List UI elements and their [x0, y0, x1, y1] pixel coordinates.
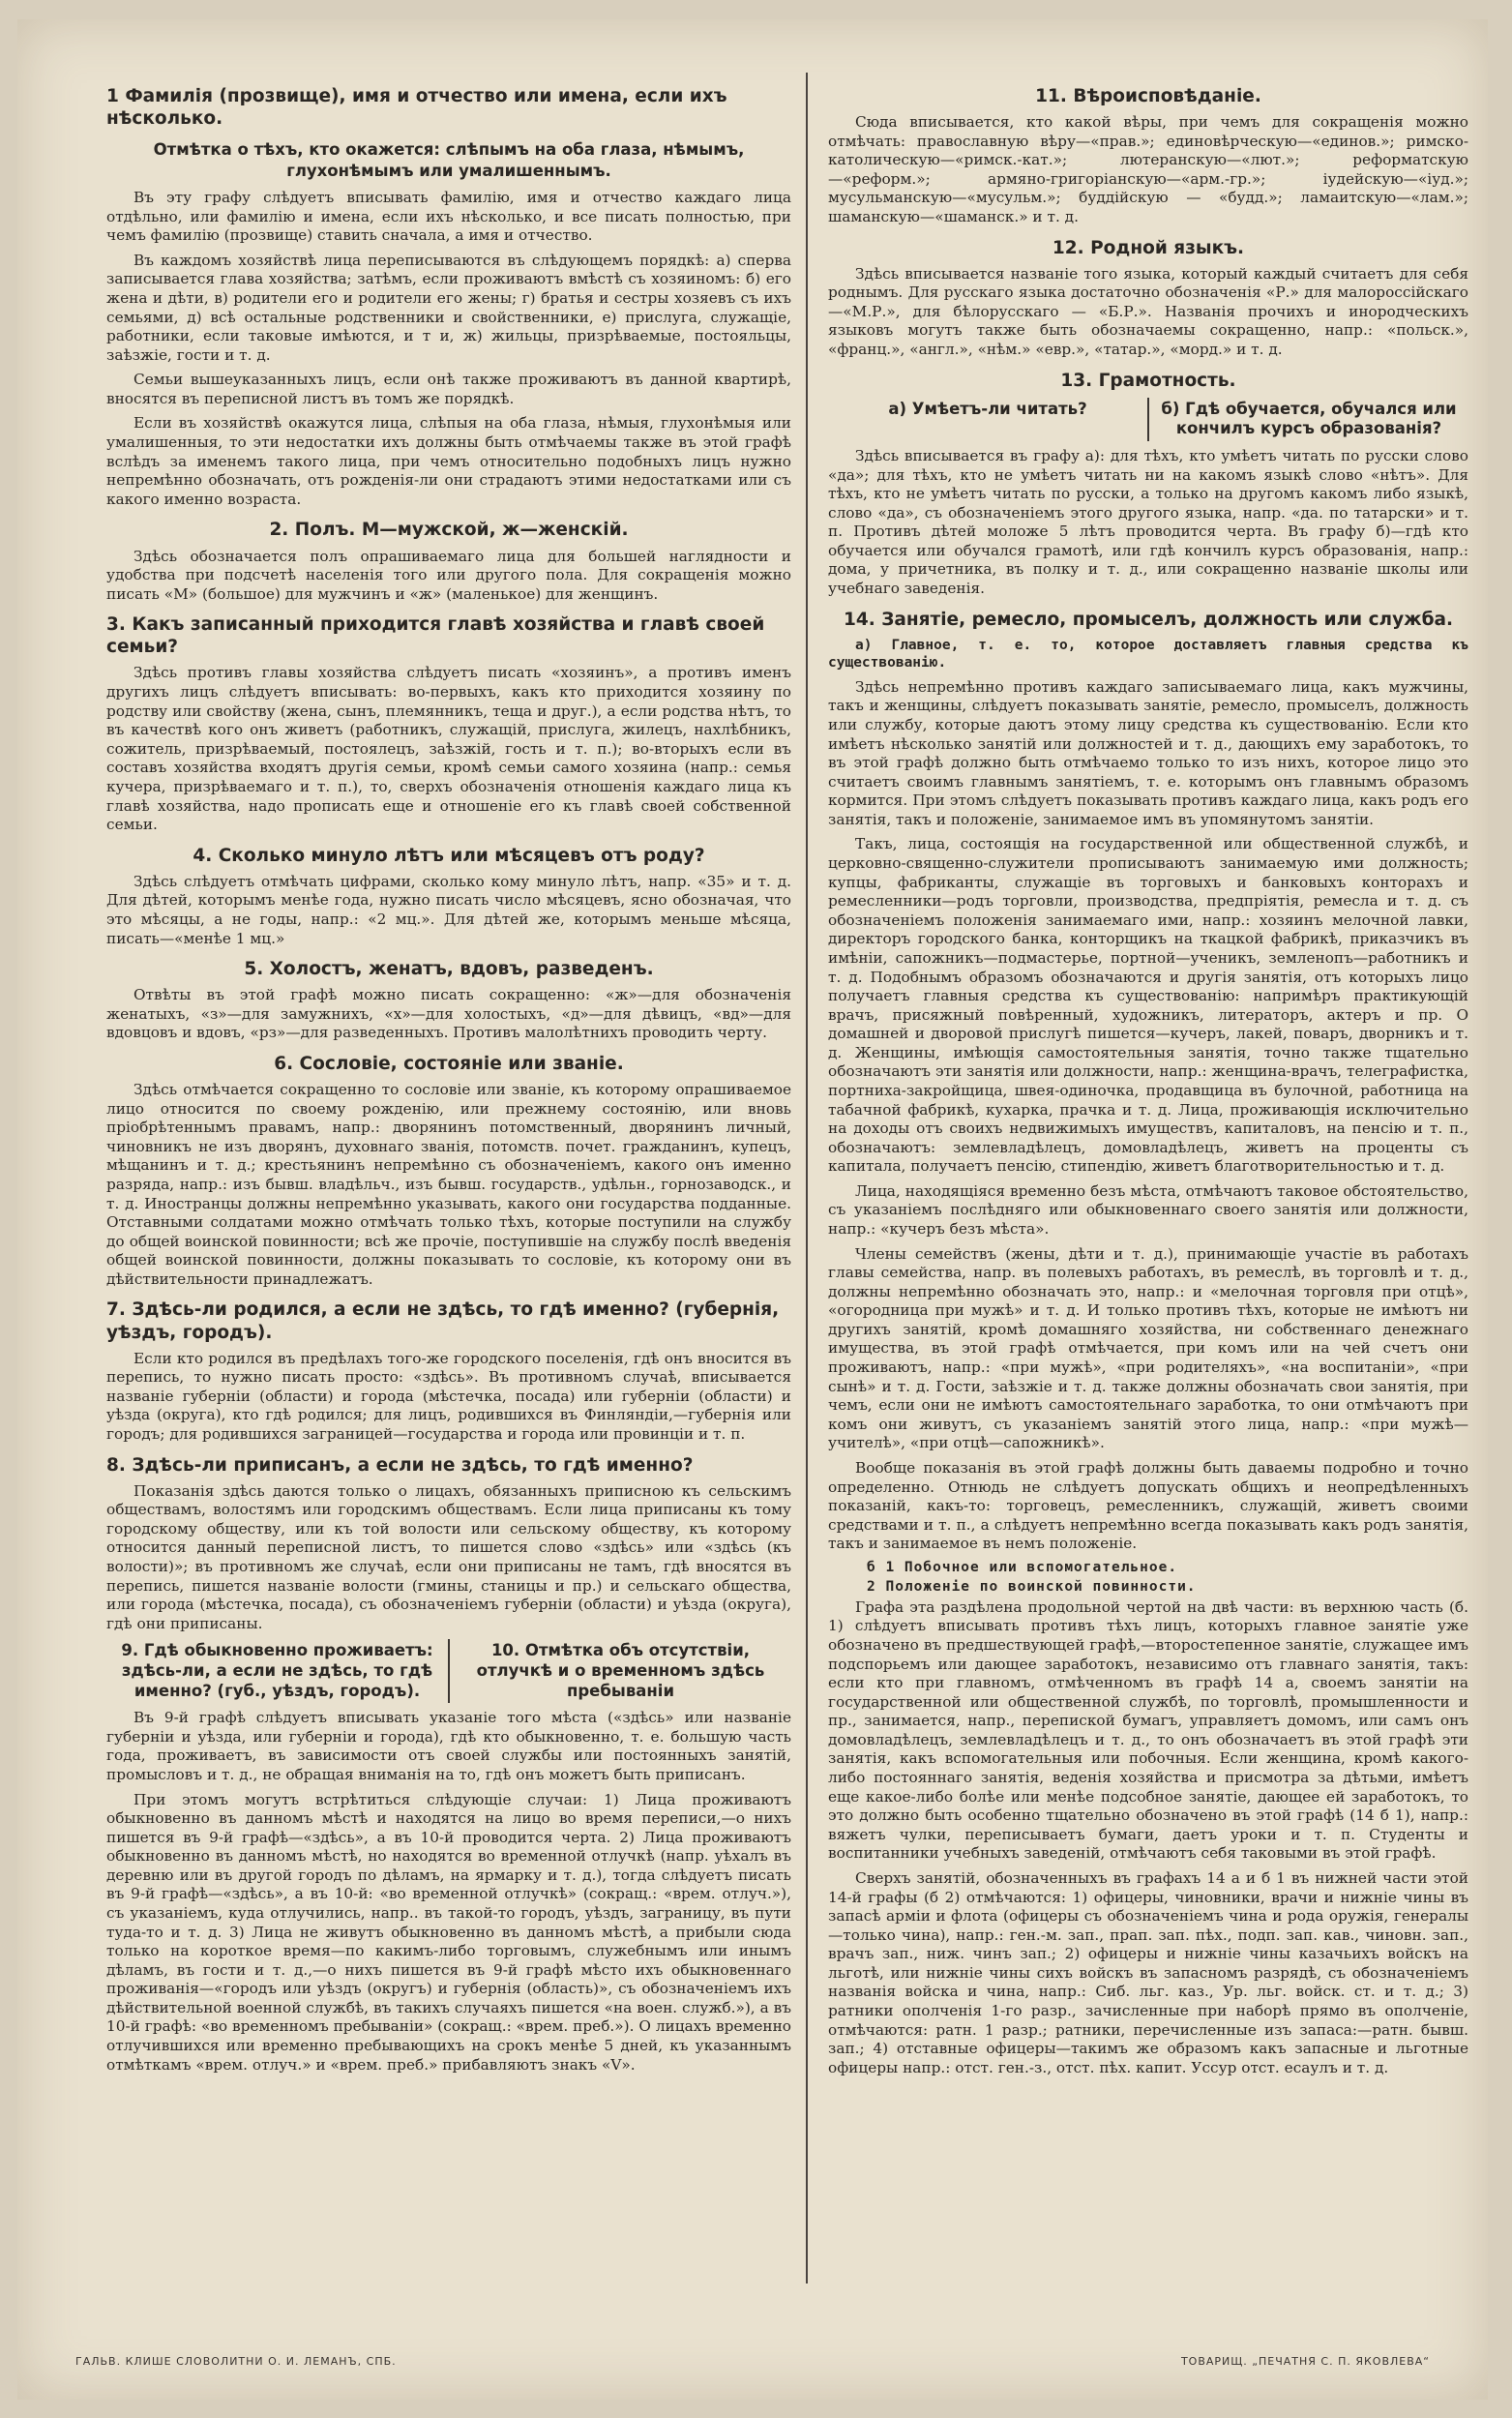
section-4-heading: 4. Сколько минуло лѣтъ или мѣсяцевъ отъ роду? [193, 845, 705, 866]
section-5-heading: 5. Холостъ, женатъ, вдовъ, разведенъ. [244, 959, 654, 980]
section-3-heading: 3. Какъ записанный приходится главѣ хозяйства и главѣ своей семьи? [106, 614, 765, 658]
section-11-heading: 11. Вѣроисповѣданіе. [1035, 86, 1261, 106]
paragraph: Сверхъ занятій, обозначенныхъ въ графахъ 14 а и б 1 въ нижней части этой 14-й графы (б 2) отмѣчаются: 1) офицеры, чиновники, врачи и нижніе чины въ запасѣ арміи и флота (офицеры съ обозначеніемъ чина и рода оружія, генералы—только чина), напр.: ген.-м. зап., прап. зап. пѣх., подп. зап. кав., чиновн. зап., врачъ зап., ниж. чинъ зап.; 2) офицеры и нижніе чины казачьихъ войскъ на льготѣ, или нижніе чины сихъ войскъ въ запасномъ разрядѣ, съ обозначеніемъ названія войска и чина, напр.: Сиб. льг. каз., Ур. льг. войск. ст. и т. д.; 3) ратники ополченія 1-го разр., зачисленные при наборѣ прямо въ ополченіе, отмѣчаются: ратн. 1 разр.; ратники, перечисленные изъ запаса:—ратн. бывш. зап.; 4) отставные офицеры—такимъ же образомъ какъ запасные и льготные офицеры напр.: отст. ген.-з., отст. пѣх. капит. Уссур отст. есаулъ и т. д. [828, 1868, 1468, 2076]
section-14b1-heading: б 1 Побочное или вспомогательное. [867, 1559, 1178, 1575]
section-14-heading: 14. Занятіе, ремесло, промыселъ, должность или служба. [843, 609, 1453, 630]
section-12-heading: 12. Родной языкъ. [1052, 237, 1245, 258]
section-10-heading: 10. Отмѣтка объ отсутствіи, отлучкѣ и о временномъ здѣсь пребываніи [476, 1641, 765, 1700]
paragraph: Здѣсь слѣдуетъ отмѣчать цифрами, сколько кому минуло лѣтъ, напр. «35» и т. д. Для дѣтей, которымъ менѣе года, нужно писать число мѣсяцевъ, ясно обозначая, что это мѣсяцы, а не годы, напр.: «2 мц.». Для дѣтей же, которымъ меньше мѣсяца, писать—«менѣе 1 мц.» [106, 872, 791, 947]
paragraph: Вообще показанія въ этой графѣ должны быть даваемы подробно и точно определенно. Отнюдь не слѣдуетъ допускать общихъ и неопредѣленныхъ показаній, какъ-то: торговецъ, ремесленникъ, служащій, живетъ своими средствами и т. п., а слѣдуетъ непремѣнно всегда показывать какъ родъ занятія, такъ и занимаемое въ немъ положеніе. [828, 1458, 1468, 1553]
paragraph: Графа эта раздѣлена продольной чертой на двѣ части: въ верхнюю часть (б. 1) слѣдуетъ вписывать противъ тѣхъ лицъ, которыхъ главное занятіе уже обозначено въ предшествующей графѣ,—второстепенное занятіе, служащее имъ подспорьемъ или дающее заработокъ, независимо отъ главнаго занятія, такъ: если кто при главномъ, отмѣченномъ въ графѣ 14 а, своемъ занятіи на государственной или общественной службѣ, по торговлѣ, промышленности и пр., занимается, напр., перепиской бумагъ, управляетъ домомъ, или самъ онъ домовладѣлецъ, землевладѣлецъ и т. д., то онъ обозначаетъ въ этой графѣ эти занятія, какъ вспомогательныя или побочныя. Если женщина, кромѣ какого-либо постояннаго занятія, веденія хозяйства и присмотра за дѣтьми, имѣетъ еще какое-либо болѣе или менѣе подсобное занятіе, дающее ей заработокъ, то это должно быть особенно тщательно обозначено въ этой графѣ (14 б 1), напр.: вяжетъ чулки, переписываетъ бумаги, даетъ уроки и т. п. Студенты и воспитанники учебныхъ заведеній, отмѣчаютъ себя таковыми въ этой графѣ. [828, 1597, 1468, 1863]
paragraph: Здѣсь обозначается полъ опрашиваемаго лица для большей наглядности и удобства при подсчетѣ населенія того или другого пола. Для сокращенія можно писать «М» (большое) для мужчинъ и «ж» (маленькое) для женщинъ. [106, 547, 791, 603]
paragraph: Здѣсь вписывается въ графу а): для тѣхъ, кто умѣетъ читать по русски слово «да»; для тѣхъ, кто не умѣетъ читать ни на какомъ языкѣ слово «нѣтъ». Для тѣхъ, кто не умѣетъ читать по русски, а только на другомъ какомъ либо языкѣ, слово «да», съ обозначеніемъ этого другого языка, напр. «да. по татарски» и т. п. Противъ дѣтей моложе 5 лѣтъ проводится черта. Въ графу б)—гдѣ кто обучается или обучался грамотѣ, или гдѣ кончилъ курсъ образованія, напр.: дома, у причетника, въ полку и т. д., или сокращенно названіе школы или учебнаго заведенія. [828, 446, 1468, 598]
paragraph: Въ эту графу слѣдуетъ вписывать фамилію, имя и отчество каждаго лица отдѣльно, или фамилію и имена, если ихъ нѣсколько, и все писать полностью, при чемъ фамилію (прозвище) ставить сначала, а имя и отчество. [106, 189, 791, 245]
paragraph: Здѣсь непремѣнно противъ каждаго записываемаго лица, какъ мужчины, такъ и женщины, слѣдуетъ показывать занятіе, ремесло, промыселъ, должность или службу, которые даютъ этому лицу средства къ существованію. Если кто имѣетъ нѣсколько занятій или должностей и т. д., дающихъ ему заработокъ, то въ этой графѣ должно быть отмѣчаемо только то изъ нихъ, которое лицо это считаетъ своимъ главнымъ занятіемъ, т. е. которымъ онъ главнымъ образомъ кормится. При этомъ слѣдуетъ показывать противъ каждаго лица, какъ родъ его занятія, такъ и положеніе, занимаемое имъ въ упомянутомъ занятіи. [828, 677, 1468, 828]
section-1-heading: 1 Фамилія (прозвище), имя и отчество или имена, если ихъ нѣсколько. [106, 86, 727, 130]
paragraph: Если кто родился въ предѣлахъ того-же городского поселенія, гдѣ онъ вносится въ перепись, то нужно писать просто: «здѣсь». Въ противномъ случаѣ, вписывается названіе губерніи (области) и города (мѣстечка, посада) или губерніи (области) и уѣзда (округа), кто гдѣ родился; для лицъ, родившихся въ Финляндіи,—губернія или городъ; для родившихся заграницей—государства и города или провинціи и т. п. [106, 1349, 791, 1444]
section-7-heading: 7. Здѣсь-ли родился, а если не здѣсь, то гдѣ именно? (губернія, уѣздъ, городъ). [106, 1299, 780, 1343]
printer-imprint-right: ТОВАРИЩ. „ПЕЧАТНЯ С. П. ЯКОВЛЕВА“ [1180, 2355, 1430, 2368]
paragraph: Такъ, лица, состоящія на государственной или общественной службѣ, и церковно-священно-служители прописываютъ занимаемую ими должность; купцы, фабриканты, служащіе въ торговыхъ и банковыхъ конторахъ и ремесленники—родъ торговли, производства, предпріятія, ремесла и т. д. съ обозначеніемъ положенія занимаемаго ими, напр.: хозяинъ мелочной лавки, директоръ городского банка, конторщикъ на ткацкой фабрикѣ, приказчикъ въ имѣніи, сапожникъ—подмастерье, портной—ученикъ, земленопъ—работникъ и т. д. Подобнымъ образомъ обозначаются и другія занятія, отъ которыхъ лицо получаетъ главныя средства къ существованію: напримѣръ практикующій врачъ, присяжный повѣренный, художникъ, литераторъ, актеръ и пр. О домашней и дворовой прислугѣ пишется—кучеръ, лакей, поваръ, дворникъ и т. д. Женщины, имѣющія самостоятельныя занятія, точно также тщательно обозначаютъ эти занятія или должности, напр.: женщина-врачъ, телеграфистка, портниха-закройщица, швея-одиночка, продавщица въ булочной, работница на табачной фабрикѣ, кухарка, прачка и т. д. Лица, проживающія исключительно на доходы отъ своихъ недвижимыхъ имуществъ, капиталовъ, на пенсію и т. п., обозначаютъ: землевладѣлецъ, домовладѣлецъ, живетъ на проценты съ капитала, получаетъ пенсію, стипендію, живетъ благотворительностью и т. д. [828, 835, 1468, 1176]
paragraph: Здѣсь вписывается названіе того языка, который каждый считаетъ для себя роднымъ. Для русскаго языка достаточно обозначенія «Р.» для малороссійскаго—«М.Р.», для бѣлорусскаго — «Б.Р.». Названія прочихъ и инородческихъ языковъ могутъ также быть обозначаемы сокращенно, напр.: «польск.», «франц.», «англ.», «нѣм.» «евр.», «татар.», «морд.» и т. д. [828, 264, 1468, 359]
paragraph: Семьи вышеуказанныхъ лицъ, если онѣ также проживаютъ въ данной квартирѣ, вносятся въ переписной листъ въ томъ же порядкѣ. [106, 371, 791, 407]
column-divider [806, 73, 808, 2284]
paragraph: Въ каждомъ хозяйствѣ лица переписываются въ слѣдующемъ порядкѣ: а) сперва записывается глава хозяйства; затѣмъ, если проживаютъ вмѣстѣ съ хозяиномъ: б) его жена и дѣти, в) родители его и родители его жены; г) братья и сестры хозяевъ съ ихъ семьями, д) всѣ остальные родственники и свойственники, е) прислуга, служащіе, работники, если таковые имѣются, и т и, ж) жильцы, призрѣваемые, постояльцы, заѣзжіе, гости и т. д. [106, 251, 791, 364]
printer-imprint-left: ГАЛЬВ. КЛИШЕ СЛОВОЛИТНИ О. И. ЛЕМАНЪ, СПБ. [75, 2355, 397, 2368]
paragraph: Лица, находящіяся временно безъ мѣста, отмѣчаютъ таковое обстоятельство, съ указаніемъ послѣдняго или обыкновеннаго своего занятія или должности, напр.: «кучеръ безъ мѣста». [828, 1181, 1468, 1239]
section-13b-heading: б) Гдѣ обучается, обучался или кончилъ курсъ образованія? [1161, 399, 1457, 438]
section-9-10-heading [106, 1639, 791, 1703]
section-6-heading: 6. Сословіе, состояніе или званіе. [274, 1053, 624, 1074]
paragraph: При этомъ могутъ встрѣтиться слѣдующіе случаи: 1) Лица проживаютъ обыкновенно въ данномъ мѣстѣ и находятся на лицо во время переписи,—о нихъ пишется въ 9-й графѣ—«здѣсь», а въ 10-й проводится черта. 2) Лица проживаютъ обыкновенно въ данномъ мѣстѣ, но находятся во временной отлучкѣ (напр. уѣхалъ въ деревню или въ другой городъ по дѣламъ, на ярмарку и т. д.), тогда слѣдуетъ писать въ 9-й графѣ—«здѣсь», а въ 10-й: «во временной отлучкѣ» (сокращ.: «врем. отлуч.»), съ указаніемъ, куда отлучились, напр.. въ такой-то городъ, уѣздъ, заграницу, въ пути туда-то и т. д. 3) Лица не живутъ обыкновенно въ данномъ мѣстѣ, а прибыли сюда только на короткое время—по какимъ-либо торговымъ, служебнымъ или инымъ дѣламъ, въ гости и т. д.,—о нихъ пишется въ 9-й графѣ мѣсто ихъ обыкновеннаго проживанія—«городъ или уѣздъ (округъ) и губернія (область)», съ обозначеніемъ ихъ дѣйствительной военной службѣ, въ такихъ случаяхъ пишется «на воен. служб.»), а въ 10-й графѣ: «во временномъ пребываніи» (сокращ.: «врем. преб.»). О лицахъ временно отлучившихся или временно пребывающихъ на срокъ менѣе 5 дней, къ указаннымъ отмѣткамъ «врем. отлуч.» и «врем. преб.» прибавляютъ знакъ «V». [106, 1790, 791, 2074]
paragraph: Отвѣты въ этой графѣ можно писать сокращенно: «ж»—для обозначенія женатыхъ, «з»—для замужнихъ, «х»—для холостыхъ, «д»—для дѣвицъ, «вд»—для вдовцовъ и вдовъ, «рз»—для разведенныхъ. Противъ малолѣтнихъ проводить черту. [106, 986, 791, 1042]
section-1-subheading: Отмѣтка о тѣхъ, кто окажется: слѣпымъ на оба глаза, нѣмымъ, глухонѣмымъ или умалишеннымъ. [153, 140, 745, 180]
paragraph: Если въ хозяйствѣ окажутся лица, слѣпыя на оба глаза, нѣмыя, глухонѣмыя или умалишенныя, то эти недостатки ихъ должны быть отмѣчаемы также въ этой графѣ вслѣдъ за именемъ такого лица, при чемъ относительно подобныхъ лицъ нужно непремѣнно обозначать, отъ рожденія-ли они страдаютъ этими недостатками или съ какого именно возраста. [106, 414, 791, 508]
section-2-heading: 2. Полъ. М—мужской, ж—женскій. [269, 520, 629, 541]
left-column [106, 75, 791, 2293]
section-13-heading: 13. Грамотность. [1060, 370, 1236, 391]
section-8-heading: 8. Здѣсь-ли приписанъ, а если не здѣсь, то гдѣ именно? [106, 1454, 694, 1476]
paragraph: Показанія здѣсь даются только о лицахъ, обязанныхъ приписною къ сельскимъ обществамъ, волостямъ или городскимъ обществамъ. Если лица приписаны къ тому городскому обществу, или къ той волости или сельскому обществу, къ которому относится данный переписной листъ, то пишется слово «здѣсь» или «здѣсь (къ волости)»; въ противномъ же случаѣ, если они приписаны не тамъ, гдѣ вносятся въ перепись, пишется названіе волости (гмины, станицы и пр.) и сельскаго общества, или города (мѣстечка, посада), съ обозначеніемъ губерніи (области) и уѣзда (округа), гдѣ они приписаны. [106, 1481, 791, 1632]
section-14a-lead: а) Главное, т. е. то, которое доставляетъ главныя средства къ существованію. [828, 637, 1468, 672]
section-13a-heading: а) Умѣетъ-ли читать? [828, 398, 1149, 441]
paragraph: Въ 9-й графѣ слѣдуетъ вписывать указаніе того мѣста («здѣсь» или названіе губерніи и уѣзда, или губерніи и города), гдѣ кто обыкновенно, т. е. большую часть года, проживаетъ, въ зависимости отъ своей службы или постоянныхъ занятій, промысловъ и т. д., не обращая вниманія на то, гдѣ онъ можетъ быть приписанъ. [106, 1709, 791, 1783]
paragraph: Сюда вписывается, кто какой вѣры, при чемъ для сокращенія можно отмѣчать: православную вѣру—«прав.»; единовѣрческую—«единов.»; римско-католическую—«римск.-кат.»; лютеранскую—«лют.»; реформатскую—«реформ.»; армяно-григоріанскую—«арм.-гр.»; іудейскую—«іуд.»; мусульманскую—«мусульм.»; буддійскую — «будд.»; ламаитскую—«лам.»; шаманскую—«шаманск.» и т. д. [828, 113, 1468, 226]
section-14b2-heading: 2 Положеніе по воинской повинности. [867, 1578, 1197, 1595]
section-13-subheadings [828, 398, 1468, 441]
section-9-heading: 9. Гдѣ обыкновенно проживаетъ: здѣсь-ли, а если не здѣсь, то гдѣ именно? (губ., уѣздъ, городъ). [106, 1639, 450, 1703]
paragraph: Члены семействъ (жены, дѣти и т. д.), принимающіе участіе въ работахъ главы семейства, напр. въ полевыхъ работахъ, въ ремеслѣ, въ торговлѣ и т. д., должны непремѣнно обозначать это, напр.: и «мелочная торговля при отцѣ», «огородница при мужѣ» и т. д. И только противъ тѣхъ, которые не имѣютъ ни другихъ занятій, кромѣ домашняго хозяйства, ни собственнаго денежнаго имущества, въ этой графѣ отмѣчается, при комъ или на чей счетъ они проживаютъ, напр.: «при мужѣ», «при родителяхъ», «на воспитаніи», «при сынѣ» и т. д. Гости, заѣзжіе и т. д. также должны обозначать свои занятія, при чемъ, если они не имѣютъ самостоятельнаго заработка, то они отмѣчаютъ при комъ они живутъ, съ указаніемъ занятій этого лица, напр.: «при мужѣ—учителѣ», «при отцѣ—сапожникѣ». [828, 1244, 1468, 1452]
paragraph: Здѣсь противъ главы хозяйства слѣдуетъ писать «хозяинъ», а противъ именъ другихъ лицъ слѣдуетъ вписывать: во-первыхъ, какъ кто приходится хозяину по родству или свойству (жена, сынъ, племянникъ, теща и друг.), а если родства нѣтъ, то въ качествѣ кого онъ живетъ (работникъ, служащій, прислуга, жилецъ, нахлѣбникъ, сожитель, призрѣваемый, постоялецъ, заѣзжій, гость и т. п.); во-вторыхъ если въ составъ хозяйства входятъ другія семьи, кромѣ семьи самого хозяина (напр.: семья кучера, призрѣваемаго и т. п.), то, сверхъ обозначенія отношенія каждаго лица къ главѣ хозяйства, надо прописать еще и отношеніе его къ главѣ своей собственной семьи. [106, 664, 791, 834]
document-page [17, 19, 1488, 2400]
right-column [828, 75, 1468, 2293]
paragraph: Здѣсь отмѣчается сокращенно то сословіе или званіе, къ которому опрашиваемое лицо относится по своему рожденію, или прежнему состоянію, или вновь пріобрѣтеннымъ правамъ, напр.: дворянинъ потомственный, дворянинъ личный, чиновникъ не изъ дворянъ, духовнаго званія, потомств. почет. гражданинъ, купецъ, мѣщанинъ и т. д.; крестьянинъ непремѣнно съ обозначеніемъ, какого онъ именно разряда, напр.: изъ бывш. владѣльч., изъ бывш. государств., удѣльн., горнозаводск., и т. д. Иностранцы должны непремѣнно указывать, какого они государства подданные. Отставными солдатами можно отмѣчать только тѣхъ, которые поступили на службу до общей воинской повинности; всѣ же прочіе, поступившіе на службу послѣ введенія общей воинской повинности, должны показывать то сословіе, къ которому они въ дѣйствительности принадлежатъ. [106, 1081, 791, 1288]
